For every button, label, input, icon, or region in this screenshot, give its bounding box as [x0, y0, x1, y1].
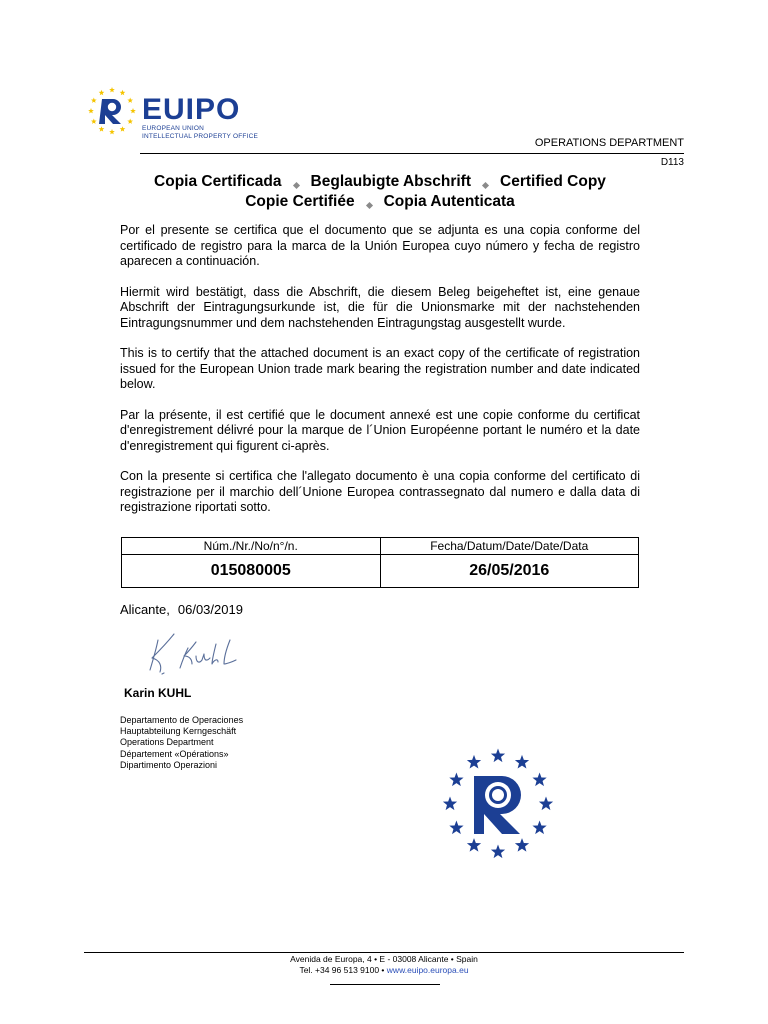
- euipo-logo-wordmark: [142, 95, 258, 140]
- department-es: Departamento de Operaciones: [120, 715, 244, 725]
- seal-star-icon: [532, 773, 546, 787]
- title-line-1: [84, 172, 676, 192]
- seal-star-icon: [449, 773, 463, 787]
- paragraph-de: Hiermit wird bestätigt, dass die Abschrift, die diesem Beleg beigeheftet ist, eine genaue Abschrift der Eintragungsurkunde ist, die für die Unionsmarke mit der nachstehenden Eintragungsnummer und dem nachstehenden Eintragungstag ausgestellt wurde.: [120, 284, 640, 330]
- issue-date: 06/03/2019: [177, 602, 243, 617]
- paragraph-es: Por el presente se certifica que el documento que se adjunta es una copia conforme del certificado de registro para la marca de la Unión Europea cuyo número y fecha de registro aparecen a continuación.: [120, 223, 640, 268]
- seal-star-icon: [515, 838, 529, 852]
- seal-star-icon: [515, 755, 529, 769]
- title-de: Beglaubigte Abschrift: [310, 173, 471, 190]
- date-header: Fecha/Datum/Date/Date/Data: [380, 538, 639, 555]
- logo-star-icon: [91, 119, 97, 124]
- logo-star-icon: [88, 108, 94, 113]
- table-header-row: [122, 538, 639, 555]
- document-title: [84, 172, 676, 212]
- seal-star-icon: [491, 845, 505, 859]
- seal-star-icon: [467, 838, 481, 852]
- issue-place: Alicante,: [120, 602, 170, 617]
- footer-short-rule: [330, 984, 440, 985]
- title-line-2: [84, 192, 676, 212]
- logo-star-icon: [120, 90, 126, 95]
- department-fr: Département «Opérations»: [120, 748, 229, 759]
- logo-star-icon: [109, 87, 115, 92]
- footer: [84, 954, 684, 975]
- euipo-logo-emblem: [84, 86, 140, 136]
- footer-contact: [84, 965, 684, 976]
- euipo-seal: [440, 748, 556, 860]
- department-it: Dipartimento Operazioni: [120, 759, 218, 770]
- logo-subtitle-line1: EUROPEAN UNION: [142, 125, 205, 132]
- seal-star-icon: [491, 749, 505, 763]
- logo-subtitle-line2: INTELLECTUAL PROPERTY OFFICE: [142, 132, 259, 140]
- place-date: [120, 602, 243, 617]
- logo-star-icon: [99, 126, 105, 131]
- logo-star-icon: [91, 98, 97, 103]
- title-it: Copia Autenticata: [383, 193, 515, 210]
- signer-departments: [120, 715, 243, 771]
- footer-divider: [84, 952, 684, 953]
- seal-star-icon: [539, 797, 553, 811]
- logo-star-icon: [109, 129, 115, 134]
- title-fr: Copie Certifiée: [245, 193, 355, 210]
- seal-star-icon: [449, 821, 463, 835]
- logo-word: EUIPO: [142, 93, 241, 126]
- footer-tel: Tel. +34 96 513 9100 •: [299, 964, 385, 975]
- seal-star-icon: [443, 797, 457, 811]
- certification-text: [120, 223, 640, 531]
- footer-website-link[interactable]: www.euipo.europa.eu: [386, 964, 469, 975]
- seal-star-icon: [532, 821, 546, 835]
- registration-date: 26/05/2016: [380, 555, 639, 588]
- document-code: D113: [660, 157, 684, 168]
- seal-star-icon: [467, 755, 481, 769]
- logo-star-icon: [127, 98, 133, 103]
- paragraph-it: Con la presente si certifica che l'allegato documento è una copia conforme del certificato di registrazione per il marchio dell´Unione Europea contrassegnato dal numero e dalla data di registrazione riportati sotto.: [120, 469, 640, 514]
- paragraph-en: This is to certify that the attached document is an exact copy of the certificate of registration issued for the European Union trade mark bearing the registration number and date indicated below.: [120, 346, 640, 391]
- diamond-separator-icon: [292, 182, 299, 189]
- department-en: Operations Department: [120, 737, 214, 748]
- title-en: Certified Copy: [500, 173, 606, 190]
- logo-star-icon: [130, 108, 136, 113]
- department-de: Hauptabteilung Kerngeschäft: [120, 726, 237, 737]
- diamond-separator-icon: [366, 202, 373, 209]
- diamond-separator-icon: [482, 182, 489, 189]
- handwritten-signature: [144, 630, 244, 680]
- title-es: Copia Certificada: [154, 173, 282, 190]
- number-header: Núm./Nr./No/n°/n.: [122, 538, 381, 555]
- registration-number: 015080005: [122, 555, 381, 588]
- logo-star-icon: [99, 90, 105, 95]
- footer-address: Avenida de Europa, 4 • E - 03008 Alicante • Spain: [290, 954, 478, 964]
- paragraph-fr: Par la présente, il est certifié que le document annexé est une copie conforme du certificat d'enregistrement délivré pour la marque de l´Union Européenne portant le numéro et la date d'enregistrement qui figurent ci-après.: [120, 407, 640, 453]
- department-header: OPERATIONS DEPARTMENT: [534, 137, 684, 149]
- logo-r-icon: [99, 99, 121, 124]
- logo-star-icon: [127, 119, 133, 124]
- signer-name: Karin KUHL: [124, 686, 192, 700]
- seal-r-icon: [474, 776, 521, 834]
- registration-table: [121, 537, 639, 588]
- table-row: [122, 555, 639, 588]
- logo-star-icon: [120, 126, 126, 131]
- header-divider: [140, 153, 684, 154]
